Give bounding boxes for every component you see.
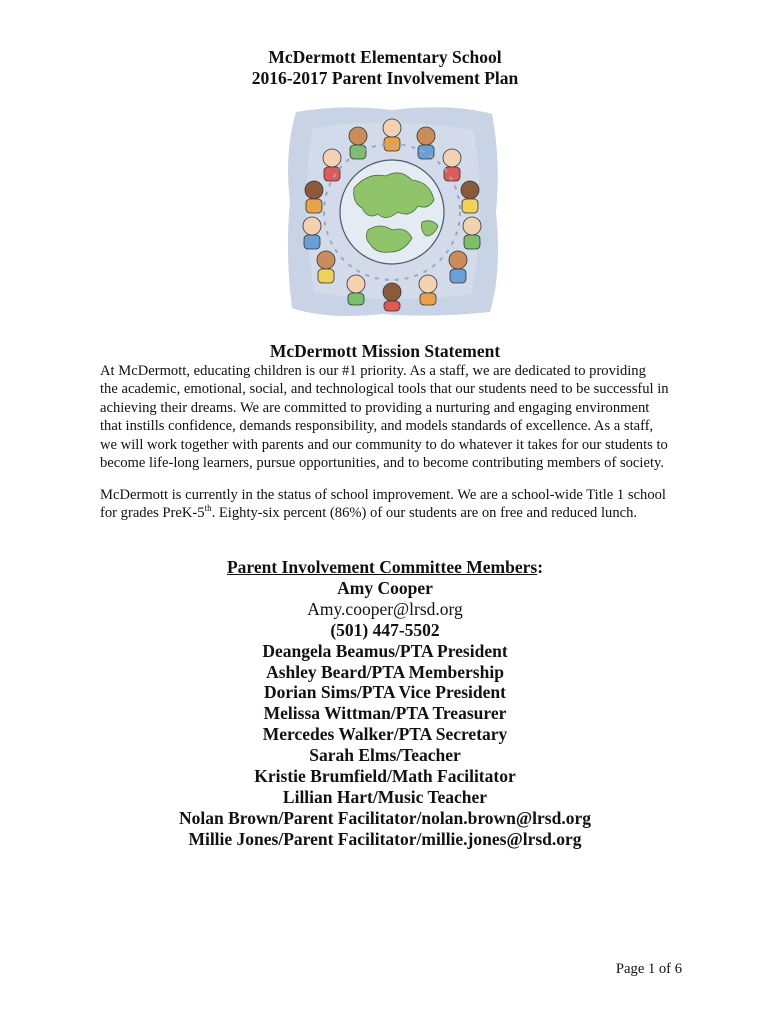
mission-heading: McDermott Mission Statement	[269, 341, 501, 361]
committee-member: Dorian Sims/PTA Vice President	[264, 682, 506, 703]
document-header	[0, 47, 770, 89]
committee-member: Mercedes Walker/PTA Secretary	[262, 724, 508, 745]
status-line-1: McDermott is currently in the status of school improvement. We are a school-wide Title 1 school	[100, 487, 666, 503]
committee-member: Lillian Hart/Music Teacher	[282, 786, 488, 807]
committee-member: Kristie Brumfield/Math Facilitator	[254, 766, 516, 787]
mission-line: become life-long learners, pursue opportunities, and to become contributing members of society.	[100, 455, 664, 472]
committee-heading: Parent Involvement Committee Members:	[226, 557, 544, 577]
contact-name: Amy Cooper	[337, 577, 433, 598]
committee-member: Ashley Beard/PTA Membership	[266, 661, 504, 682]
page-number: Page 1 of 6	[615, 961, 682, 977]
mission-line: the academic, emotional, social, and technological tools that our students need to be successful in	[100, 381, 669, 398]
committee-member: Nolan Brown/Parent Facilitator/nolan.brown@lrsd.org	[179, 807, 591, 828]
school-status-paragraph	[100, 486, 700, 523]
status-line-2: for grades PreK-5th. Eighty-six percent (86%) of our students are on free and reduced lunch.	[100, 503, 638, 522]
committee-member: Sarah Elms/Teacher	[309, 745, 461, 766]
mission-line: achieving their dreams. We are committed to providing a nurturing and engaging environment	[100, 399, 650, 416]
plan-title: 2016-2017 Parent Involvement Plan	[251, 68, 519, 88]
mission-line: At McDermott, educating children is our #1 priority. As a staff, we are dedicated to providing	[100, 363, 646, 379]
school-name: McDermott Elementary School	[268, 47, 502, 67]
children-around-globe-illustration	[282, 102, 504, 320]
committee-section	[0, 557, 770, 850]
mission-line: we will work together with parents and our community to do whatever it takes for our students to	[100, 436, 668, 453]
committee-member: Millie Jones/Parent Facilitator/millie.jones@lrsd.org	[188, 828, 582, 849]
contact-email: Amy.cooper@lrsd.org	[307, 598, 463, 619]
committee-member: Deangela Beamus/PTA President	[262, 640, 508, 661]
mission-statement	[100, 362, 692, 472]
mission-line: that instills confidence, demands responsibility, and models standards of excellence. As a staff,	[100, 418, 654, 435]
contact-phone: (501) 447-5502	[330, 619, 440, 640]
committee-member: Melissa Wittman/PTA Treasurer	[263, 703, 507, 724]
